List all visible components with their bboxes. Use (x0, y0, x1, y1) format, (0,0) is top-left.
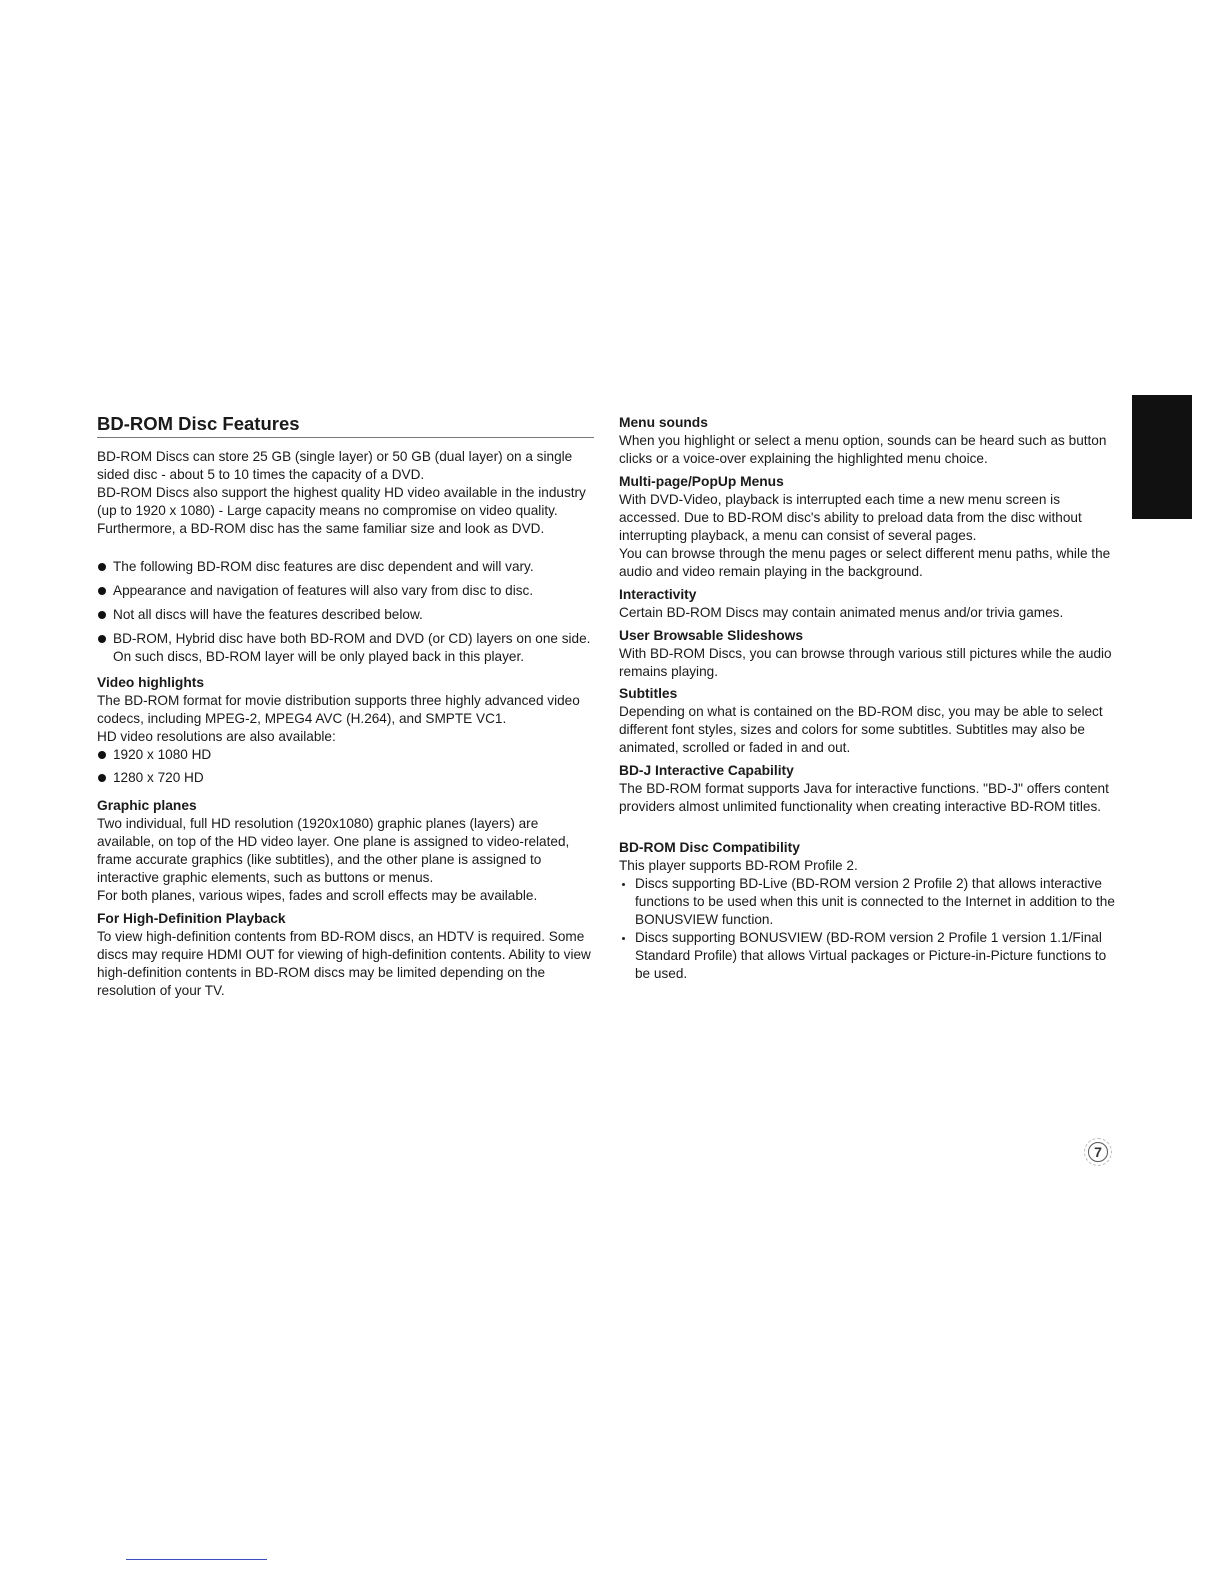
section-heading: BD-J Interactive Capability (619, 763, 794, 778)
graphic-planes-section (97, 797, 594, 905)
section-text: For both planes, various wipes, fades and scroll effects may be available. (97, 888, 538, 903)
resolution-list (97, 746, 594, 787)
section-text: HD video resolutions are also available: (97, 729, 336, 744)
list-item: BD-ROM, Hybrid disc have both BD-ROM and DVD (or CD) layers on one side. On such discs, BD-ROM layer will be only played back in this player. (97, 630, 594, 666)
section-text: With DVD-Video, playback is interrupted each time a new menu screen is accessed. Due to BD-ROM disc's ability to preload data from the disc without interrupting playback, a menu can consist of several pages. (619, 492, 1082, 543)
section-text: Depending on what is contained on the BD-ROM disc, you may be able to select different font styles, sizes and colors for some subtitles. Subtitles may also be animated, scrolled or faded in and out. (619, 704, 1103, 755)
page-title: BD-ROM Disc Features (97, 412, 594, 438)
feature-bullets (97, 558, 594, 666)
intro-paragraph-2: BD-ROM Discs also support the highest quality HD video available in the industry (up to 1920 x 1080) - Large capacity means no compromise on video quality. Furthermore, a BD-ROM disc has the same familiar size and look as DVD. (97, 485, 586, 536)
interactivity-section (619, 586, 1116, 622)
slideshows-section (619, 627, 1116, 681)
page-number-badge (1084, 1138, 1112, 1166)
bullet-icon (98, 563, 106, 571)
bullet-icon (622, 937, 625, 940)
page-number: 7 (1088, 1142, 1108, 1162)
intro-paragraph-1: BD-ROM Discs can store 25 GB (single layer) or 50 GB (dual layer) on a single sided disc - about 5 to 10 times the capacity of a DVD. (97, 449, 573, 482)
list-item: Appearance and navigation of features will also vary from disc to disc. (97, 582, 594, 600)
section-text: The BD-ROM format for movie distribution supports three highly advanced video codecs, including MPEG-2, MPEG4 AVC (H.264), and SMPTE VC1. (97, 693, 580, 726)
section-text: Two individual, full HD resolution (1920x1080) graphic planes (layers) are available, on top of the HD video layer. One plane is assigned to video-related, frame accurate graphics (like subtitles), and the other plane is assigned to interactive graphic elements, such as buttons or menus. (97, 816, 570, 885)
compatibility-section (619, 839, 1116, 983)
section-heading: Graphic planes (97, 798, 197, 813)
subtitles-section (619, 685, 1116, 757)
bullet-icon (98, 611, 106, 619)
section-heading: Interactivity (619, 587, 697, 602)
menu-sounds-section (619, 414, 1116, 468)
section-heading: Menu sounds (619, 415, 708, 430)
bullet-icon (622, 883, 625, 886)
section-heading: Video highlights (97, 675, 205, 690)
video-highlights-section (97, 674, 594, 787)
section-text: With BD-ROM Discs, you can browse through various still pictures while the audio remains playing. (619, 646, 1112, 679)
list-item: 1280 x 720 HD (97, 769, 594, 787)
section-text: To view high-definition contents from BD-ROM discs, an HDTV is required. Some discs may require HDMI OUT for viewing of high-definition contents. Ability to view high-definition contents in BD-ROM discs may be limited depending on the resolution of your TV. (97, 929, 591, 998)
section-tab-marker (1132, 395, 1192, 519)
hd-playback-section (97, 910, 594, 1000)
compatibility-list (619, 875, 1116, 983)
section-heading: BD-ROM Disc Compatibility (619, 840, 800, 855)
section-text: Certain BD-ROM Discs may contain animated menus and/or trivia games. (619, 605, 1064, 620)
bullet-icon (98, 751, 106, 759)
list-item: The following BD-ROM disc features are disc dependent and will vary. (97, 558, 594, 576)
multipage-menus-section (619, 473, 1116, 581)
section-text: The BD-ROM format supports Java for interactive functions. "BD-J" offers content providers almost unlimited functionality when creating interactive BD-ROM titles. (619, 781, 1109, 814)
section-heading: Multi-page/PopUp Menus (619, 474, 784, 489)
section-text: This player supports BD-ROM Profile 2. (619, 858, 858, 873)
section-text: You can browse through the menu pages or select different menu paths, while the audio and video remain playing in the background. (619, 546, 1111, 579)
footer-rule (126, 1559, 267, 1560)
list-item: Discs supporting BD-Live (BD-ROM version 2 Profile 2) that allows interactive functions to be used when this unit is connected to the Internet in addition to the BONUSVIEW function. (619, 875, 1116, 929)
list-item: 1920 x 1080 HD (97, 746, 594, 764)
section-heading: Subtitles (619, 686, 678, 701)
section-heading: User Browsable Slideshows (619, 628, 804, 643)
list-item: Discs supporting BONUSVIEW (BD-ROM version 2 Profile 1 version 1.1/Final Standard Profile) that allows Virtual packages or Picture-in-Picture functions to be used. (619, 929, 1116, 983)
bullet-icon (98, 635, 106, 643)
bullet-icon (98, 587, 106, 595)
list-item: Not all discs will have the features described below. (97, 606, 594, 624)
bullet-icon (98, 774, 106, 782)
bdj-section (619, 762, 1116, 816)
section-heading: For High-Definition Playback (97, 911, 286, 926)
section-text: When you highlight or select a menu option, sounds can be heard such as button clicks or a voice-over explaining the highlighted menu choice. (619, 433, 1107, 466)
